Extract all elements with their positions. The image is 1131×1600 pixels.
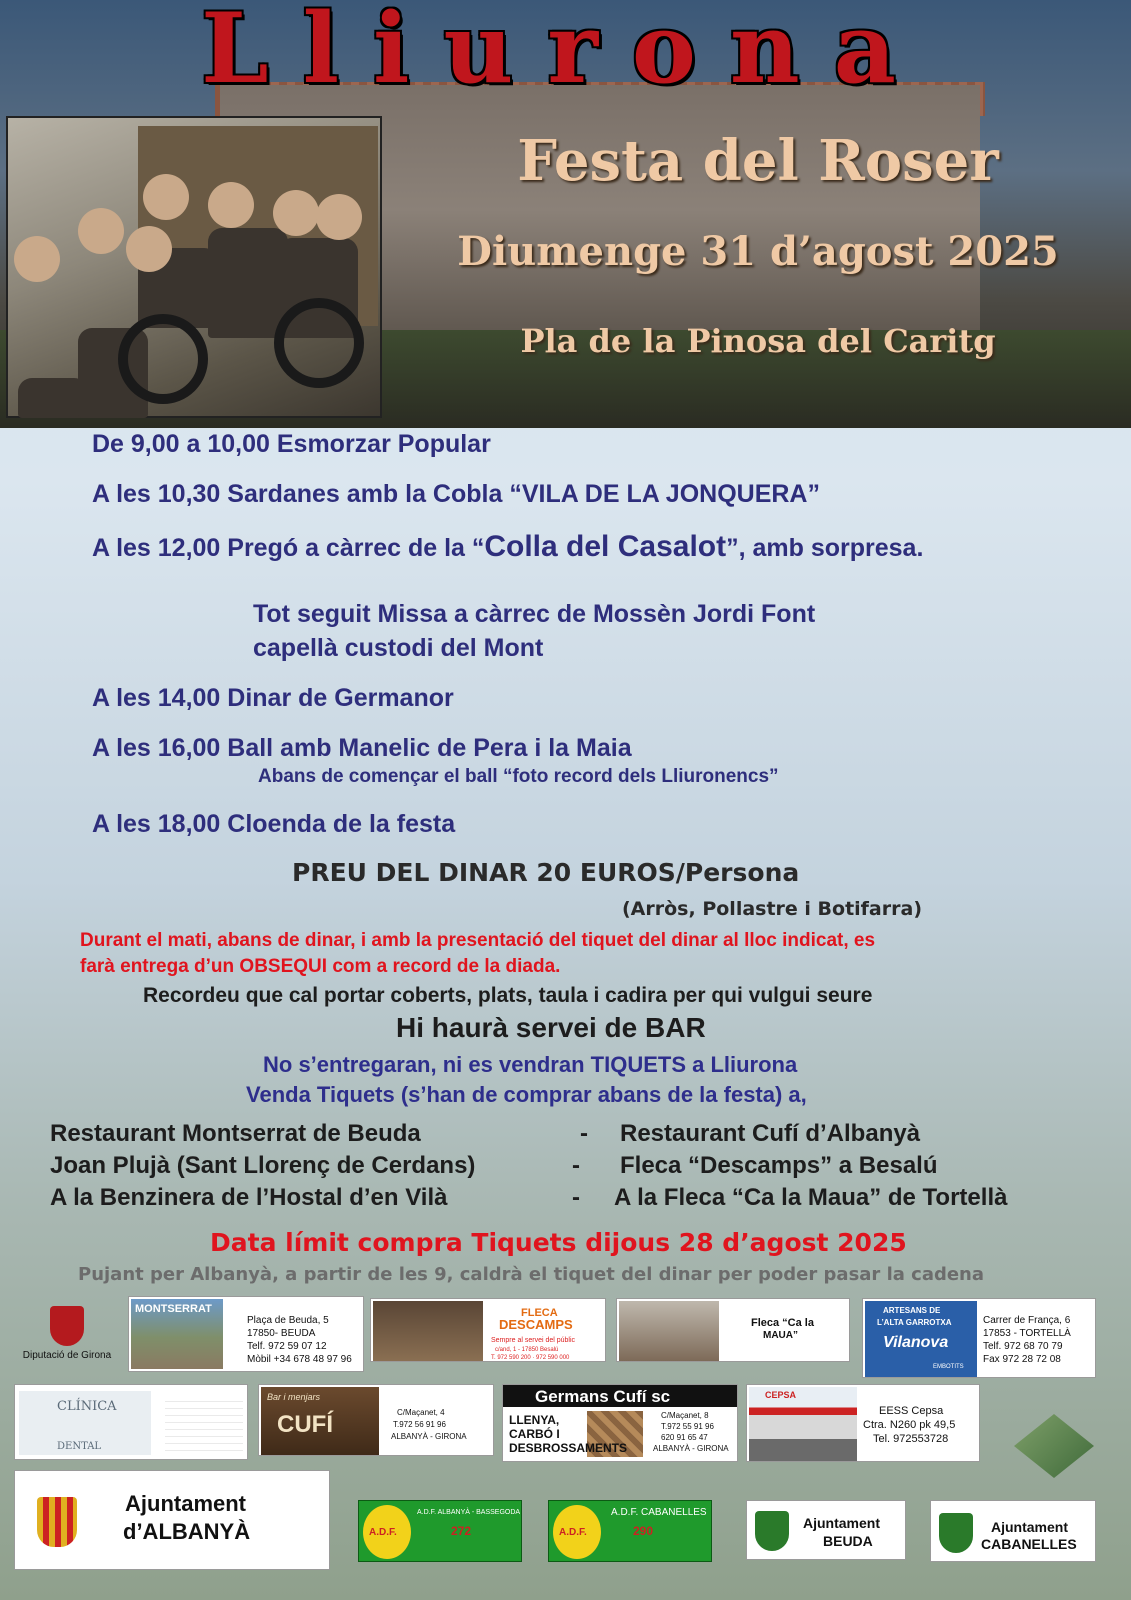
sponsor-cabanelles: Ajuntament CABANELLES — [930, 1500, 1096, 1562]
road-note: Pujant per Albanyà, a partir de les 9, caldrà el tiquet del dinar per poder pasar la cadena — [78, 1264, 985, 1285]
sponsor-cufi-bar: Bar i menjars CUFÍ C/Maçanet, 4 T.972 56 91 96 ALBANYÀ - GIRONA — [258, 1384, 494, 1456]
sales-sep: - — [572, 1152, 580, 1179]
header-banner — [0, 0, 1131, 428]
sponsor-descamps: FLECA DESCAMPS Sempre al servei del públic c/and, 1 - 17850 Besalú T. 972 590 200 · 972 590 000 — [370, 1298, 606, 1362]
sponsor-beuda: Ajuntament BEUDA — [746, 1500, 906, 1560]
program-item: Tot seguit Missa a càrrec de Mossèn Jordi Font — [253, 600, 816, 628]
sales-point: Restaurant Montserrat de Beuda — [50, 1120, 421, 1147]
price-line: PREU DEL DINAR 20 EUROS/Persona — [292, 858, 800, 887]
sponsor-adf-albanya: A.D.F. A.D.F. ALBANYÀ - BASSEGODA 272 — [358, 1500, 522, 1562]
notice-no-tickets: No s’entregaran, ni es vendran TIQUETS a Lliurona — [263, 1052, 798, 1077]
notice-bar: Hi haurà servei de BAR — [396, 1012, 706, 1043]
page-title: Lliurona — [201, 0, 930, 105]
program-item: De 9,00 a 10,00 Esmorzar Popular — [92, 430, 491, 458]
shield-icon — [50, 1306, 84, 1346]
event-date: Diumenge 31 d’agost 2025 — [457, 228, 1059, 275]
notice-sale: Venda Tiquets (s’han de comprar abans de la festa) a, — [246, 1082, 807, 1107]
menu-line: (Arròs, Pollastre i Botifarra) — [622, 898, 923, 920]
vintage-photo — [6, 116, 382, 418]
program-item: A les 10,30 Sardanes amb la Cobla “VILA DE LA JONQUERA” — [92, 480, 820, 508]
sales-point: Joan Plujà (Sant Llorenç de Cerdans) — [50, 1152, 476, 1179]
notice-red: farà entrega d’un OBSEQUI com a record de la diada. — [80, 956, 561, 977]
sponsor-vilanova: ARTESANS DE L’ALTA GARROTXA Vilanova EMBOTITS Carrer de França, 6 17853 - TORTELLÀ Telf. 972 68 70 79 Fax 972 28 72 08 — [862, 1298, 1096, 1378]
sales-point: Restaurant Cufí d’Albanyà — [620, 1120, 921, 1147]
sales-sep: - — [572, 1184, 580, 1211]
program-item: A les 14,00 Dinar de Germanor — [92, 684, 454, 712]
shield-icon — [755, 1511, 789, 1551]
sales-point: A la Fleca “Ca la Maua” de Tortellà — [614, 1184, 1008, 1211]
sponsor-maua: Fleca “Ca la MAUA” — [616, 1298, 850, 1362]
sponsor-clinica: CLÍNICA DENTAL — [14, 1384, 248, 1460]
consorci-logo — [1014, 1414, 1094, 1478]
program-subitem: Abans de començar el ball “foto record dels Lliuronencs” — [258, 766, 779, 787]
sponsor-germans-cufi: Germans Cufí sc LLENYA, CARBÓ I DESBROSSAMENTS C/Maçanet, 8 T.972 55 91 96 620 91 65 47 ALBANYÀ - GIRONA — [502, 1384, 738, 1462]
shield-icon — [37, 1497, 77, 1547]
sponsor-cepsa: CEPSA EESS Cepsa Ctra. N260 pk 49,5 Tel. 972553728 — [746, 1384, 980, 1462]
program-item: A les 12,00 Pregó a càrrec de la “Colla del Casalot”, amb sorpresa. — [92, 530, 924, 563]
event-place: Pla de la Pinosa del Caritg — [520, 322, 996, 360]
program-item: capellà custodi del Mont — [253, 634, 544, 662]
notice-red: Durant el mati, abans de dinar, i amb la presentació del tiquet del dinar al lloc indicat, es — [80, 930, 876, 951]
event-name: Festa del Roser — [517, 128, 999, 194]
sponsor-albanya: Ajuntament d’ALBANYÀ — [14, 1470, 330, 1570]
deadline: Data límit compra Tiquets dijous 28 d’agost 2025 — [210, 1228, 907, 1257]
sales-sep: - — [580, 1120, 588, 1147]
sales-point: A la Benzinera de l’Hostal d’en Vilà — [50, 1184, 448, 1211]
program-item: A les 16,00 Ball amb Manelic de Pera i la Maia — [92, 734, 632, 762]
program-item: A les 18,00 Cloenda de la festa — [92, 810, 456, 838]
sales-point: Fleca “Descamps” a Besalú — [620, 1152, 938, 1179]
motorbike-wheel — [274, 298, 364, 388]
diputacio-logo: Diputació de Girona — [14, 1300, 120, 1370]
motorbike-wheel — [118, 314, 208, 404]
sponsor-adf-cabanelles: A.D.F. A.D.F. CABANELLES 290 — [548, 1500, 712, 1562]
shield-icon — [939, 1513, 973, 1553]
notice-bring: Recordeu que cal portar coberts, plats, taula i cadira per qui vulgui seure — [143, 984, 873, 1007]
sponsor-montserrat: MONTSERRAT Plaça de Beuda, 5 17850- BEUDA Telf. 972 59 07 12 Mòbil +34 678 48 97 96 — [128, 1296, 364, 1372]
